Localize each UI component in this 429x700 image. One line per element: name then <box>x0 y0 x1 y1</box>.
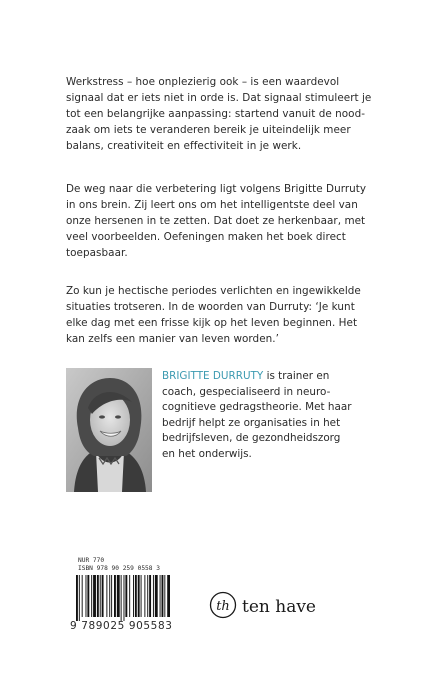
barcode-bar <box>111 575 112 617</box>
blurb-paragraph-2 <box>66 182 382 262</box>
barcode-bar <box>91 575 92 617</box>
barcode-bar <box>121 575 122 621</box>
barcode-bar <box>129 575 130 617</box>
text-line: De weg naar die verbetering ligt volgens Brigitte Durruty <box>66 183 367 195</box>
barcode-bar <box>79 575 80 621</box>
text-line: signaal dat er iets niet in orde is. Dat signaal stimuleert je <box>66 91 372 104</box>
bio-line: cognitieve gedragstheorie. Met haar <box>162 401 352 413</box>
barcode-bar <box>149 575 151 617</box>
barcode-bar <box>102 575 104 617</box>
bio-line: coach, gespecialiseerd in neuro- <box>162 385 331 398</box>
barcode-bar <box>133 575 134 617</box>
barcode-bar <box>97 575 99 617</box>
barcode-bar <box>155 575 158 617</box>
barcode-bar <box>135 575 137 617</box>
barcode-bar <box>160 575 161 617</box>
barcode-bar <box>114 575 116 617</box>
publisher-mark-text: th <box>216 599 230 614</box>
publisher-name: ten have <box>242 597 316 617</box>
barcode-bar <box>125 575 127 617</box>
text-line: balans, creativiteit en effectiviteit in je werk. <box>66 139 302 152</box>
barcode-bar <box>82 575 83 617</box>
barcode-bar <box>76 575 78 621</box>
barcode-bar <box>106 575 107 617</box>
text-line: Zo kun je hectische periodes verlichten en ingewikkelde <box>66 285 361 297</box>
text-line: onze hersenen in te zetten. Dat doet ze herkenbaar, met <box>66 214 366 227</box>
barcode-bar <box>144 575 145 617</box>
publisher-mark-icon <box>209 591 237 619</box>
barcode-digits: 9 789025 905583 <box>70 620 173 632</box>
bio-line: bedrijf helpt ze organisaties in het <box>162 416 341 429</box>
barcode-bar <box>93 575 96 617</box>
blurb-paragraph-3 <box>66 284 382 348</box>
barcode-bar <box>167 575 170 617</box>
author-bio <box>162 369 362 462</box>
author-name: BRIGITTE DURRUTY <box>162 370 264 382</box>
blurb-paragraph-1 <box>66 75 382 155</box>
barcode-bar <box>109 575 110 617</box>
isbn-text: ISBN 978 90 259 0558 3 <box>78 564 160 572</box>
barcode-bar <box>162 575 164 617</box>
text-line: zaak om iets te veranderen bereik je uiteindelijk meer <box>66 123 351 136</box>
barcode-bar <box>124 575 125 621</box>
text-line: veel voorbeelden. Oefeningen maken het boek direct <box>66 230 346 243</box>
bio-line: BRIGITTE DURRUTY is trainer en <box>162 370 330 382</box>
barcode-bar <box>147 575 148 617</box>
barcode-bar <box>87 575 89 617</box>
author-photo <box>66 368 152 492</box>
barcode-block <box>68 557 173 632</box>
text-line: kan zelfs een manier van leven worden.’ <box>66 332 279 345</box>
barcode-bar <box>164 575 165 617</box>
text-line: situaties trotseren. In de woorden van Durruty: ‘Je kunt <box>66 300 355 313</box>
text-line: in ons brein. Zij leert ons om het intelligentste deel van <box>66 198 358 211</box>
text-line: Werkstress – hoe onplezierig ook – is een waardevol <box>66 76 340 88</box>
text-line: tot een belangrijke aanpassing: startend vanuit de nood- <box>66 107 366 120</box>
publisher-logo <box>209 589 319 629</box>
text-line: elke dag met een frisse kijk op het leven beginnen. Het <box>66 316 358 329</box>
text-line: toepasbaar. <box>66 246 128 259</box>
barcode-bar <box>141 575 142 617</box>
barcode-bar <box>138 575 140 617</box>
barcode-bar <box>117 575 120 617</box>
barcode-bar <box>153 575 154 617</box>
bio-line: en het onderwijs. <box>162 447 252 460</box>
barcode-bar <box>100 575 101 617</box>
barcode-bar <box>86 575 87 617</box>
bio-line: bedrijfsleven, de gezondheidszorg <box>162 432 341 444</box>
nur-code: NUR 770 <box>78 557 105 564</box>
barcode-icon <box>68 575 170 621</box>
